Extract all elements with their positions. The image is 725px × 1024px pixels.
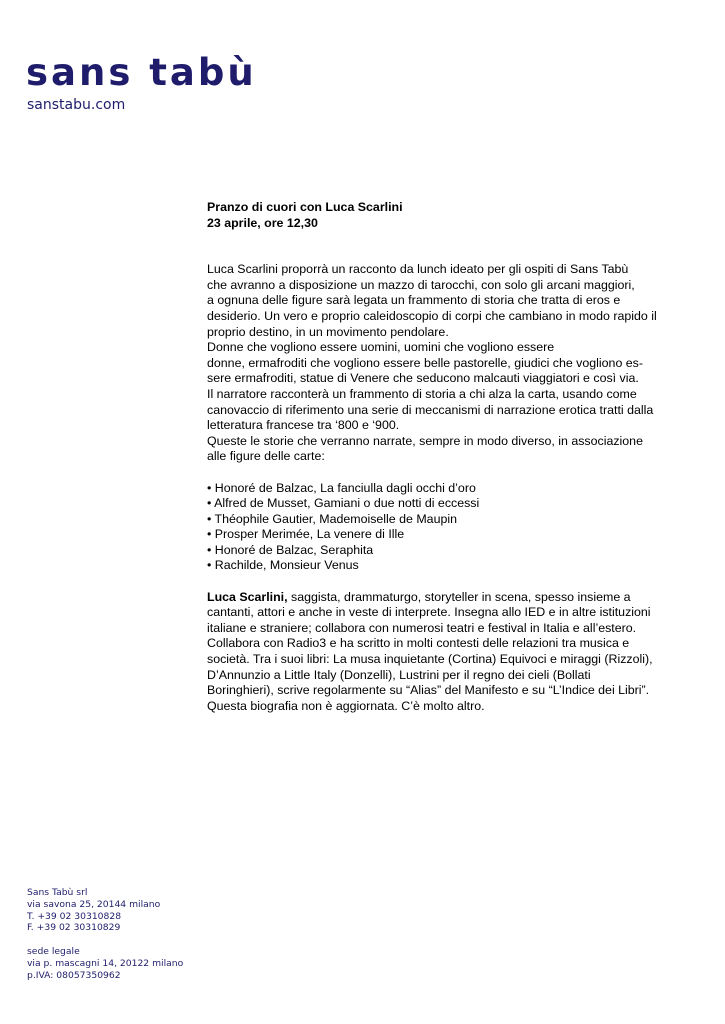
bio-first-line xyxy=(207,590,687,606)
spacer xyxy=(27,934,183,946)
bio-line: italiane e straniere; collabora con numerosi teatri e festival in Italia e all’estero. xyxy=(207,620,637,635)
company-fax: F. +39 02 30310829 xyxy=(27,922,121,934)
intro-line: donne, ermafroditi che vogliono essere belle pastorelle, giudici che vogliono es- xyxy=(207,355,643,370)
intro-paragraph xyxy=(207,262,687,465)
intro-line: letteratura francese tra ‘800 e ‘900. xyxy=(207,418,400,433)
list-item: • Rachilde, Monsieur Venus xyxy=(207,558,359,573)
intro-line: desiderio. Un vero e proprio caleidoscopio di corpi che cambiano in modo rapido il xyxy=(207,308,657,323)
spacer xyxy=(207,231,687,262)
bio-paragraph xyxy=(207,590,687,715)
bio-line: Boringhieri), scrive regolarmente su “Alias” del Manifesto e su “L’Indice dei Libri”. xyxy=(207,683,650,698)
list-item: • Théophile Gautier, Mademoiselle de Maupin xyxy=(207,511,458,526)
list-item: • Honoré de Balzac, La fanciulla dagli occhi d’oro xyxy=(207,480,476,495)
bio-first-line-text: saggista, drammaturgo, storyteller in scena, spesso insieme a xyxy=(287,589,631,604)
intro-line: Il narratore racconterà un frammento di storia a chi alza la carta, usando come xyxy=(207,386,637,401)
letter-body xyxy=(207,200,687,714)
bio-name: Luca Scarlini, xyxy=(207,589,288,604)
vat-number: p.IVA: 08057350962 xyxy=(27,969,121,981)
list-item: • Prosper Merimée, La venere di Ille xyxy=(207,527,405,542)
bio-line: D’Annunzio a Little Italy (Donzelli), Lustrini per il regno dei cieli (Bollati xyxy=(207,667,591,682)
brand-logo: sans tabù xyxy=(26,51,257,94)
event-heading xyxy=(207,200,687,231)
bio-line: Collabora con Radio3 e ha scritto in molti contesti delle relazioni tra musica e xyxy=(207,636,630,651)
legal-address: via p. mascagni 14, 20122 milano xyxy=(27,957,184,969)
company-footer xyxy=(27,887,183,981)
intro-line: Queste le storie che verranno narrate, sempre in modo diverso, in associazione xyxy=(207,433,643,448)
intro-line: che avranno a disposizione un mazzo di tarocchi, con solo gli arcani maggiori, xyxy=(207,277,635,292)
company-phone: T. +39 02 30310828 xyxy=(27,910,122,922)
intro-line: proprio destino, in un movimento pendolare. xyxy=(207,324,449,339)
legal-label: sede legale xyxy=(27,945,80,957)
company-name: Sans Tabù srl xyxy=(27,887,88,898)
website-link[interactable]: sanstabu.com xyxy=(27,97,126,113)
event-title: Pranzo di cuori con Luca Scarlini xyxy=(207,200,403,214)
bio-line: società. Tra i suoi libri: La musa inquietante (Cortina) Equivoci e miraggi (Rizzoli), xyxy=(207,652,653,667)
company-address: via savona 25, 20144 milano xyxy=(27,898,161,910)
spacer xyxy=(207,465,687,481)
event-date: 23 aprile, ore 12,30 xyxy=(207,215,318,230)
list-item: • Honoré de Balzac, Seraphita xyxy=(207,542,374,557)
bio-line: cantanti, attori e anche in veste di interprete. Insegna allo IED e in altre istituzioni xyxy=(207,605,651,620)
intro-line: sere ermafroditi, statue di Venere che seducono malcauti viaggiatori e così via. xyxy=(207,371,639,386)
spacer xyxy=(207,574,687,590)
intro-line: Luca Scarlini proporrà un racconto da lunch ideato per gli ospiti di Sans Tabù xyxy=(207,262,629,277)
intro-line: alle figure delle carte: xyxy=(207,449,325,464)
list-item: • Alfred de Musset, Gamiani o due notti di eccessi xyxy=(207,496,480,511)
stories-list xyxy=(207,481,687,575)
bio-line: Questa biografia non è aggiornata. C’è molto altro. xyxy=(207,698,485,713)
intro-line: a ognuna delle figure sarà legata un frammento di storia che tratta di eros e xyxy=(207,293,621,308)
intro-line: canovaccio di riferimento una serie di meccanismi di narrazione erotica tratti dalla xyxy=(207,402,654,417)
intro-line: Donne che vogliono essere uomini, uomini che vogliono essere xyxy=(207,340,555,355)
